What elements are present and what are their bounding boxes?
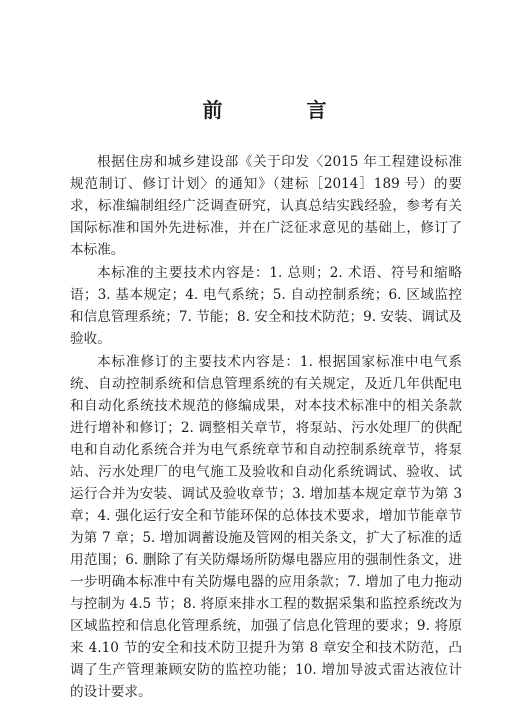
- page-title: 前 言: [202, 98, 359, 122]
- paragraph-basis: 根据住房和城乡建设部《关于印发〈2015 年工程建设标准规范制订、修订计划〉的通知》（建标［2014］189 号）的要求，标准编制组经广泛调查研究，认真总结实践经验，参考有关国际标准和国外先进标准，并在广泛征求意见的基础上，修订了本标准。: [70, 154, 462, 258]
- paragraph-revision-content: 本标准修订的主要技术内容是：1. 根据国家标准中电气系统、自动控制系统和信息管理系统的有关规定，及近几年供配电和自动化系统技术规范的修编成果，对本技术标准中的相关条款进行增补和修订；2. 调整相关章节，将泵站、污水处理厂的供配电和自动化系统合并为电气系统章节和自动控制系统章节，将泵站、污水处理厂的电气施工及验收和自动化系统调试、验收、试运行合并为安装、调试及验收章节；3. 增加基本规定章节为第 3 章；4. 强化运行安全和节能环保的总体技术要求，增加节能章节为第 7 章；5. 增加调蓄设施及管网的相关条文，扩大了标准的适用范围；6. 删除了有关防爆场所防爆电器应用的强制性条文，进一步明确本标准中有关防爆电器的应用条款；7. 增加了电力拖动与控制为 4.5 节；8. 将原来排水工程的数据采集和监控系统改为区域监控和信息化管理系统，加强了信息化管理的要求；9. 将原来 4.10 节的安全和技术防卫提升为第 8 章安全和技术防范，凸调了生产管理兼顾安防的监控功能；10. 增加导波式雷达液位计的设计要求。: [70, 354, 462, 700]
- body-text: [70, 151, 462, 704]
- paragraph-main-content: 本标准的主要技术内容是：1. 总则；2. 术语、符号和缩略语；3. 基本规定；4. 电气系统；5. 自动控制系统；6. 区域监控和信息管理系统；7. 节能；8. 安全和技术防范；9. 安装、调试及验收。: [70, 265, 462, 347]
